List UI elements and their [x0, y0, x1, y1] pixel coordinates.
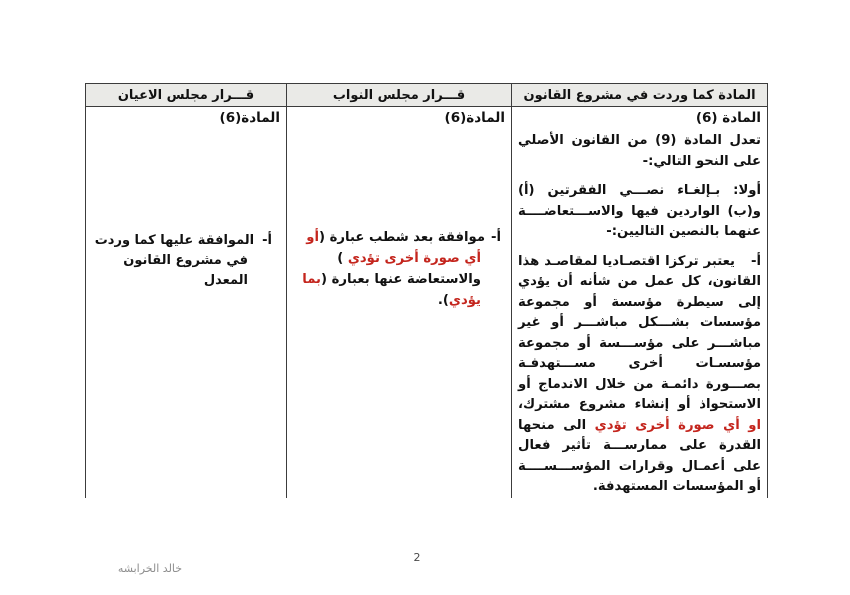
- item-a-text-2: الى منحها القدرة على ممارســـة تأثير فعال على أعمـال وقرارات المؤســـســــة أو المؤسسات المستهدفة.: [518, 417, 761, 494]
- senate-article-number: المادة(6): [219, 110, 280, 126]
- cell-deputies-decision: [287, 107, 512, 498]
- table-body-row: [86, 107, 768, 498]
- law-comparison-table: [85, 83, 768, 498]
- page-number: 2: [413, 551, 421, 564]
- deputies-article-number: المادة(6): [444, 110, 505, 126]
- deputies-red-phrase-1: أو أي صورة أخرى تؤدي: [306, 230, 481, 266]
- table-header-row: [86, 84, 768, 107]
- law-draft-intro: [518, 131, 761, 172]
- law-draft-item-a: [518, 252, 761, 498]
- header-law-draft: المادة كما وردت في مشروع القانون: [512, 84, 768, 107]
- deputies-text-3: ).: [437, 293, 449, 308]
- signature-text: خالد الخرابشه: [117, 562, 183, 575]
- cell-law-draft: [512, 107, 768, 498]
- deputies-item-a-marker: أ-: [491, 230, 501, 245]
- item-a-marker: أ-: [751, 253, 761, 269]
- senate-text: الموافقة عليها كما وردت في مشروع القانون المعدل: [94, 233, 255, 288]
- item-a-red-phrase: او أي صورة أخرى تؤدي: [594, 417, 761, 433]
- senate-item-a-text: [92, 231, 272, 291]
- deputies-text-2: ) والاستعاضة عنها بعبارة (: [321, 251, 481, 287]
- law-draft-first-clause: [518, 181, 761, 243]
- senate-item-a-marker: أ-: [262, 233, 272, 248]
- header-deputies-decision: قـــرار مجلس النواب: [287, 84, 512, 107]
- law-draft-body: [518, 131, 761, 498]
- senate-item-a: [92, 231, 280, 291]
- law-draft-first-clause-text: أولا: بـإلغـاء نصـــي الفقرتين (أ) و(ب) الواردين فيها والاســـتعاضــــة عنهما بالنصين التاليين:-: [518, 183, 761, 239]
- deputies-red-phrase-2: بما يؤدي: [302, 272, 481, 308]
- law-draft-article-number: المادة (6): [695, 110, 761, 126]
- header-senate-decision: قـــرار مجلس الاعيان: [86, 84, 287, 107]
- deputies-item-a-text: [295, 227, 501, 311]
- cell-senate-decision: [86, 107, 287, 498]
- deputies-item-a: [293, 227, 505, 311]
- deputies-text-1: موافقة بعد شطب عبارة (: [319, 230, 485, 245]
- item-a-text-1: يعتبر تركزا اقتصـاديا لمقاصـد هذا القانون، كل عمل من شأنه أن يؤدي إلى سيطرة مؤسسة أو مجموعة مؤسسات بشـــكل مباشـــر أو غير مباشـــر على مؤســـسة أو مجموعة مؤسسـات أخرى مســـتهدفـة بصـــورة دائمـة من خلال الاندماج أو الاستحواذ أو إنشاء مشروع مشترك،: [518, 253, 761, 412]
- law-draft-intro-text: تعدل المادة (9) من القانون الأصلي على النحو التالي:-: [518, 133, 761, 169]
